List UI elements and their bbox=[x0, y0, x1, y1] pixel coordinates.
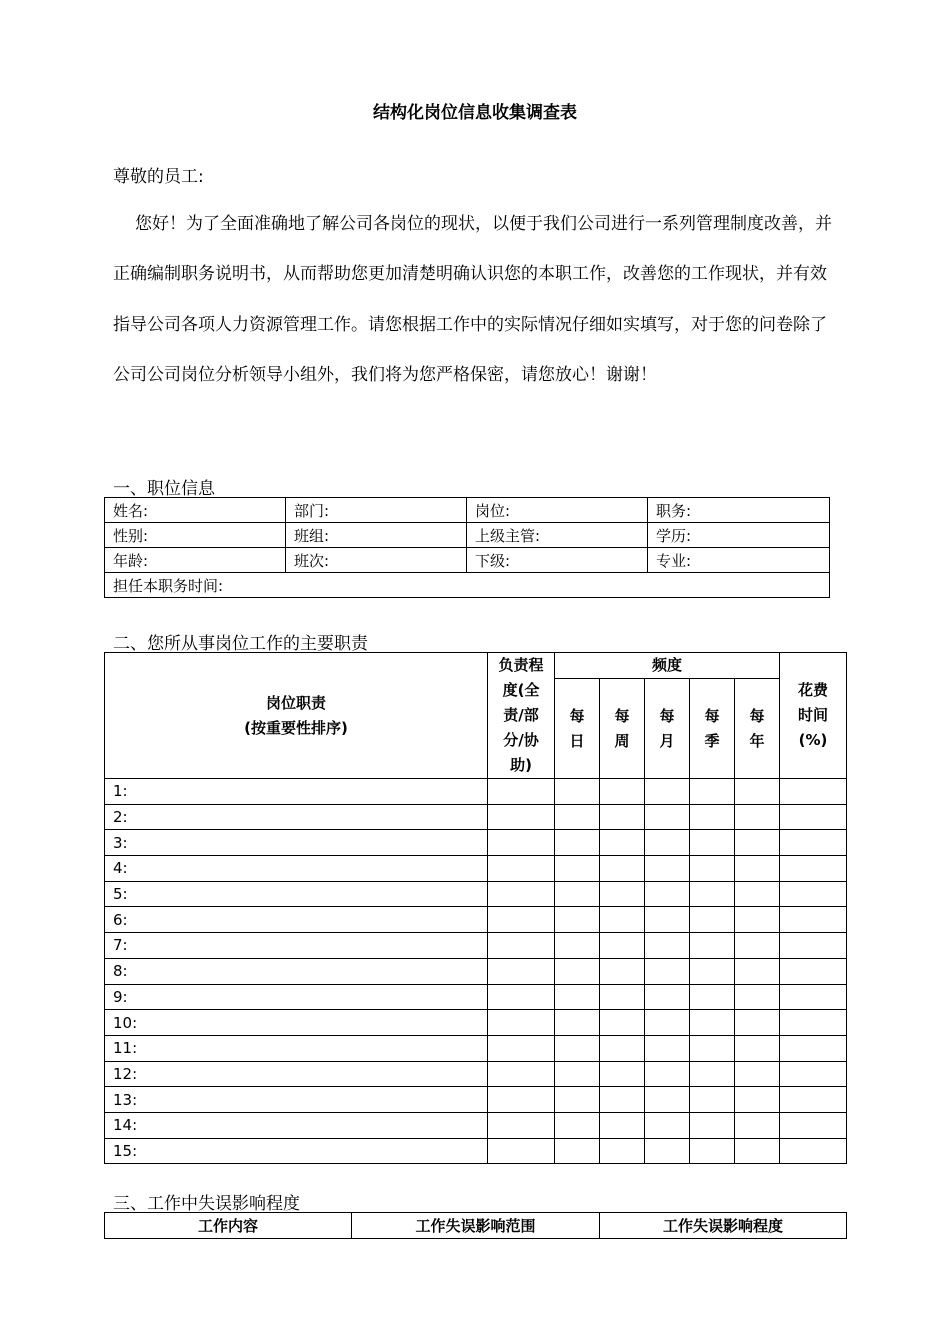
position-info-field[interactable]: 职务: bbox=[648, 498, 830, 523]
duty-input-cell[interactable] bbox=[645, 907, 690, 933]
duty-row bbox=[105, 958, 847, 984]
duty-input-cell[interactable] bbox=[645, 933, 690, 959]
duty-input-cell[interactable] bbox=[600, 830, 645, 856]
duty-cell[interactable]: 13: bbox=[105, 1087, 488, 1113]
duty-row bbox=[105, 1112, 847, 1138]
duty-input-cell[interactable] bbox=[780, 984, 847, 1010]
duty-input-cell[interactable] bbox=[555, 984, 600, 1010]
duty-input-cell[interactable] bbox=[735, 907, 780, 933]
duty-input-cell[interactable] bbox=[780, 958, 847, 984]
duty-input-cell[interactable] bbox=[690, 933, 735, 959]
duty-input-cell[interactable] bbox=[780, 856, 847, 882]
duty-input-cell[interactable] bbox=[555, 779, 600, 805]
duty-input-cell[interactable] bbox=[735, 881, 780, 907]
duty-cell[interactable]: 5: bbox=[105, 881, 488, 907]
error-impact-header: 工作失误影响范围 bbox=[352, 1213, 600, 1239]
duty-row bbox=[105, 881, 847, 907]
duty-input-cell[interactable] bbox=[645, 1087, 690, 1113]
duty-input-cell[interactable] bbox=[488, 1112, 555, 1138]
duty-cell[interactable]: 10: bbox=[105, 1010, 488, 1036]
duty-input-cell[interactable] bbox=[555, 1112, 600, 1138]
duty-input-cell[interactable] bbox=[555, 1035, 600, 1061]
duty-input-cell[interactable] bbox=[690, 881, 735, 907]
duty-input-cell[interactable] bbox=[645, 1138, 690, 1164]
duty-input-cell[interactable] bbox=[690, 1061, 735, 1087]
duty-input-cell[interactable] bbox=[555, 881, 600, 907]
duty-input-cell[interactable] bbox=[600, 958, 645, 984]
duty-input-cell[interactable] bbox=[488, 984, 555, 1010]
position-info-field[interactable]: 年龄: bbox=[105, 548, 286, 573]
duty-input-cell[interactable] bbox=[690, 1138, 735, 1164]
greeting: 尊敬的员工: bbox=[113, 167, 204, 187]
position-info-row bbox=[105, 523, 830, 548]
duty-row bbox=[105, 984, 847, 1010]
duty-input-cell[interactable] bbox=[690, 1112, 735, 1138]
duty-input-cell[interactable] bbox=[488, 1061, 555, 1087]
duty-input-cell[interactable] bbox=[488, 779, 555, 805]
frequency-subheader bbox=[600, 679, 645, 779]
duty-input-cell[interactable] bbox=[555, 958, 600, 984]
duty-cell[interactable]: 6: bbox=[105, 907, 488, 933]
error-impact-table bbox=[104, 1212, 847, 1239]
frequency-subheader-label: 每周 bbox=[614, 706, 630, 750]
duty-input-cell[interactable] bbox=[488, 1010, 555, 1036]
position-info-table bbox=[104, 497, 830, 598]
duty-input-cell[interactable] bbox=[600, 779, 645, 805]
duty-input-cell[interactable] bbox=[735, 1035, 780, 1061]
duty-input-cell[interactable] bbox=[780, 779, 847, 805]
duty-input-cell[interactable] bbox=[780, 907, 847, 933]
duty-input-cell[interactable] bbox=[600, 1035, 645, 1061]
responsibility-header-label: 负责程度(全责/部分/协助) bbox=[498, 656, 544, 774]
position-info-field[interactable]: 性别: bbox=[105, 523, 286, 548]
duty-cell[interactable]: 11: bbox=[105, 1035, 488, 1061]
duty-input-cell[interactable] bbox=[600, 1061, 645, 1087]
duty-input-cell[interactable] bbox=[645, 1112, 690, 1138]
duty-input-cell[interactable] bbox=[735, 984, 780, 1010]
duty-input-cell[interactable] bbox=[780, 1061, 847, 1087]
duty-input-cell[interactable] bbox=[690, 1087, 735, 1113]
frequency-subheader-label: 每日 bbox=[569, 706, 585, 750]
position-info-row bbox=[105, 573, 830, 598]
duty-input-cell[interactable] bbox=[645, 1035, 690, 1061]
duty-input-cell[interactable] bbox=[555, 804, 600, 830]
duty-input-cell[interactable] bbox=[600, 804, 645, 830]
duty-input-cell[interactable] bbox=[600, 856, 645, 882]
frequency-subheader-label: 每年 bbox=[749, 706, 765, 750]
duty-input-cell[interactable] bbox=[690, 1010, 735, 1036]
duty-input-cell[interactable] bbox=[600, 907, 645, 933]
position-info-field[interactable]: 岗位: bbox=[467, 498, 648, 523]
frequency-subheader-label: 每月 bbox=[659, 706, 675, 750]
duty-column-header bbox=[105, 653, 488, 779]
tenure-field[interactable]: 担任本职务时间: bbox=[105, 573, 830, 598]
duty-input-cell[interactable] bbox=[555, 907, 600, 933]
duty-input-cell[interactable] bbox=[735, 856, 780, 882]
duty-input-cell[interactable] bbox=[735, 933, 780, 959]
duty-input-cell[interactable] bbox=[780, 881, 847, 907]
section2-heading: 二、您所从事岗位工作的主要职责 bbox=[113, 634, 368, 654]
duty-input-cell[interactable] bbox=[690, 856, 735, 882]
duty-cell[interactable]: 3: bbox=[105, 830, 488, 856]
duty-input-cell[interactable] bbox=[600, 984, 645, 1010]
duty-input-cell[interactable] bbox=[690, 804, 735, 830]
duty-input-cell[interactable] bbox=[735, 779, 780, 805]
duty-input-cell[interactable] bbox=[645, 1061, 690, 1087]
frequency-subheader bbox=[555, 679, 600, 779]
duty-input-cell[interactable] bbox=[645, 958, 690, 984]
duty-input-cell[interactable] bbox=[555, 830, 600, 856]
duty-input-cell[interactable] bbox=[780, 830, 847, 856]
duty-input-cell[interactable] bbox=[780, 1087, 847, 1113]
duty-row bbox=[105, 1138, 847, 1164]
duty-input-cell[interactable] bbox=[600, 1010, 645, 1036]
duty-row bbox=[105, 830, 847, 856]
position-info-field[interactable]: 专业: bbox=[648, 548, 830, 573]
duty-input-cell[interactable] bbox=[488, 1087, 555, 1113]
duty-row bbox=[105, 856, 847, 882]
duty-input-cell[interactable] bbox=[600, 881, 645, 907]
time-spent-column-header bbox=[780, 653, 847, 779]
frequency-subheader bbox=[735, 679, 780, 779]
duty-input-cell[interactable] bbox=[780, 804, 847, 830]
duty-input-cell[interactable] bbox=[645, 830, 690, 856]
frequency-subheader-label: 每季 bbox=[704, 706, 720, 750]
duty-input-cell[interactable] bbox=[735, 830, 780, 856]
duty-cell[interactable]: 9: bbox=[105, 984, 488, 1010]
duty-input-cell[interactable] bbox=[600, 1112, 645, 1138]
duty-input-cell[interactable] bbox=[600, 933, 645, 959]
position-info-field[interactable]: 学历: bbox=[648, 523, 830, 548]
time-spent-header-label: 花费时间(%) bbox=[797, 681, 828, 749]
duty-input-cell[interactable] bbox=[690, 907, 735, 933]
duty-input-cell[interactable] bbox=[488, 958, 555, 984]
duty-input-cell[interactable] bbox=[735, 1112, 780, 1138]
duty-row bbox=[105, 804, 847, 830]
duty-input-cell[interactable] bbox=[735, 1087, 780, 1113]
duty-input-cell[interactable] bbox=[488, 856, 555, 882]
duty-input-cell[interactable] bbox=[690, 958, 735, 984]
duty-input-cell[interactable] bbox=[645, 804, 690, 830]
duty-input-cell[interactable] bbox=[780, 1010, 847, 1036]
duty-input-cell[interactable] bbox=[690, 1035, 735, 1061]
duty-input-cell[interactable] bbox=[555, 1010, 600, 1036]
duty-input-cell[interactable] bbox=[488, 804, 555, 830]
duty-input-cell[interactable] bbox=[645, 779, 690, 805]
frequency-subheader bbox=[645, 679, 690, 779]
position-info-field[interactable]: 下级: bbox=[467, 548, 648, 573]
duty-input-cell[interactable] bbox=[600, 1138, 645, 1164]
duty-input-cell[interactable] bbox=[645, 1010, 690, 1036]
duty-input-cell[interactable] bbox=[645, 856, 690, 882]
duty-input-cell[interactable] bbox=[645, 881, 690, 907]
duty-input-cell[interactable] bbox=[555, 1061, 600, 1087]
duty-input-cell[interactable] bbox=[488, 1035, 555, 1061]
duty-row bbox=[105, 1061, 847, 1087]
position-info-row bbox=[105, 548, 830, 573]
duty-input-cell[interactable] bbox=[690, 779, 735, 805]
duty-cell[interactable]: 2: bbox=[105, 804, 488, 830]
duty-input-cell[interactable] bbox=[735, 1061, 780, 1087]
duty-input-cell[interactable] bbox=[488, 881, 555, 907]
intro-paragraph: 您好！为了全面准确地了解公司各岗位的现状，以便于我们公司进行一系列管理制度改善，并正确编制职务说明书，从而帮助您更加清楚明确认识您的本职工作，改善您的工作现状，并有效指导公司各项人力资源管理工作。请您根据工作中的实际情况仔细如实填写，对于您的问卷除了公司公司岗位分析领导小组外，我们将为您严格保密，请您放心！谢谢！ bbox=[113, 214, 832, 386]
duty-cell[interactable]: 8: bbox=[105, 958, 488, 984]
section1-heading: 一、职位信息 bbox=[113, 479, 215, 499]
error-impact-header: 工作内容 bbox=[105, 1213, 352, 1239]
duty-header-label: 岗位职责 bbox=[265, 693, 326, 712]
page-title: 结构化岗位信息收集调查表 bbox=[373, 103, 577, 123]
duty-cell[interactable]: 15: bbox=[105, 1138, 488, 1164]
duty-input-cell[interactable] bbox=[735, 1010, 780, 1036]
duties-table bbox=[104, 652, 847, 1164]
position-info-row bbox=[105, 498, 830, 523]
duty-row bbox=[105, 933, 847, 959]
position-info-field[interactable]: 姓名: bbox=[105, 498, 286, 523]
duty-row bbox=[105, 1035, 847, 1061]
duty-row bbox=[105, 1010, 847, 1036]
frequency-header: 频度 bbox=[555, 653, 780, 679]
duty-input-cell[interactable] bbox=[780, 1035, 847, 1061]
duty-input-cell[interactable] bbox=[735, 958, 780, 984]
duty-input-cell[interactable] bbox=[488, 1138, 555, 1164]
duty-cell[interactable]: 4: bbox=[105, 856, 488, 882]
frequency-subheader bbox=[690, 679, 735, 779]
duty-row bbox=[105, 779, 847, 805]
duty-input-cell[interactable] bbox=[488, 933, 555, 959]
duty-input-cell[interactable] bbox=[555, 1087, 600, 1113]
duty-input-cell[interactable] bbox=[555, 856, 600, 882]
duty-cell[interactable]: 7: bbox=[105, 933, 488, 959]
duty-input-cell[interactable] bbox=[600, 1087, 645, 1113]
duty-input-cell[interactable] bbox=[780, 933, 847, 959]
duty-input-cell[interactable] bbox=[488, 830, 555, 856]
duty-input-cell[interactable] bbox=[690, 830, 735, 856]
duty-input-cell[interactable] bbox=[735, 1138, 780, 1164]
duty-input-cell[interactable] bbox=[555, 1138, 600, 1164]
responsibility-column-header bbox=[488, 653, 555, 779]
duty-input-cell[interactable] bbox=[690, 984, 735, 1010]
error-impact-header: 工作失误影响程度 bbox=[600, 1213, 847, 1239]
duty-row bbox=[105, 907, 847, 933]
duty-input-cell[interactable] bbox=[735, 804, 780, 830]
duty-cell[interactable]: 12: bbox=[105, 1061, 488, 1087]
duty-input-cell[interactable] bbox=[780, 1112, 847, 1138]
duty-header-sublabel: (按重要性排序) bbox=[244, 718, 348, 737]
position-info-field[interactable]: 上级主管: bbox=[467, 523, 648, 548]
duty-cell[interactable]: 14: bbox=[105, 1112, 488, 1138]
position-info-field[interactable]: 班组: bbox=[286, 523, 467, 548]
duty-input-cell[interactable] bbox=[488, 907, 555, 933]
position-info-field[interactable]: 班次: bbox=[286, 548, 467, 573]
duty-cell[interactable]: 1: bbox=[105, 779, 488, 805]
duty-input-cell[interactable] bbox=[555, 933, 600, 959]
position-info-field[interactable]: 部门: bbox=[286, 498, 467, 523]
section3-heading: 三、工作中失误影响程度 bbox=[113, 1194, 300, 1214]
duty-input-cell[interactable] bbox=[645, 984, 690, 1010]
duty-row bbox=[105, 1087, 847, 1113]
duty-input-cell[interactable] bbox=[780, 1138, 847, 1164]
